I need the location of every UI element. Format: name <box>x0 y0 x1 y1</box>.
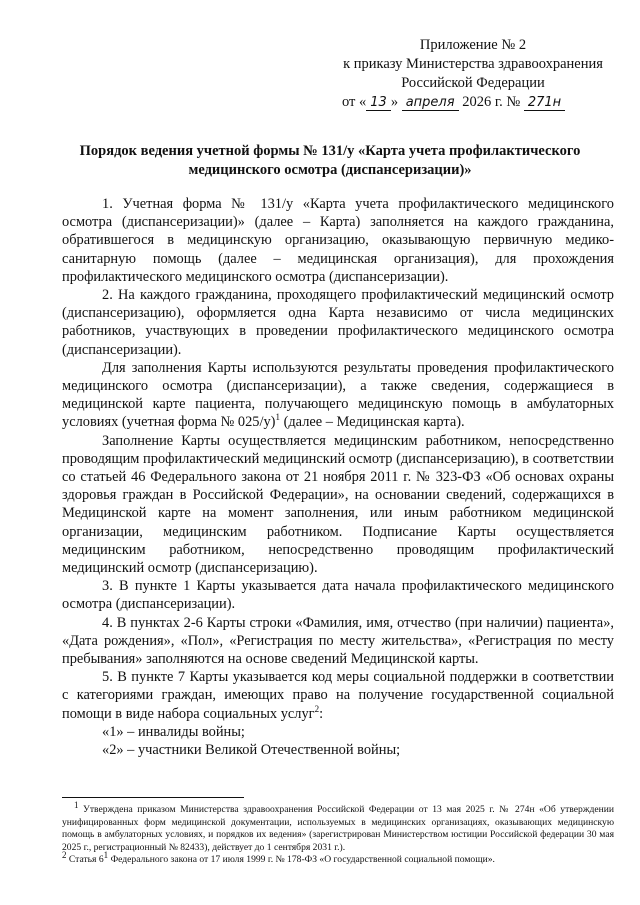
handwritten-order-number: 271н <box>524 95 565 111</box>
document-title <box>60 142 600 180</box>
footnotes <box>62 799 614 867</box>
footnote-2-mark: 2 <box>62 850 67 861</box>
paragraph-1: 1. Учетная форма № 131/у «Карта учета профилактического медицинского осмотра (диспансеризации)» (далее – Карта) заполняется на каждого гражданина, обратившегося в медицинскую организацию, оказывающую первичную медико-санитарную помощь (далее – медицинская организация), для прохождения профилактического медицинского осмотра (диспансеризации). <box>62 196 614 285</box>
list-item-1: «1» – инвалиды войны; <box>102 723 245 740</box>
appendix-header <box>328 36 618 112</box>
paragraph-3 <box>62 359 614 432</box>
paragraph-7-text: 5. В пункте 7 Карты указывается код меры социальной поддержки в соответствии с категориями граждан, имеющих право на получение государственной социальной помощи в виде набора социальных услуг <box>62 669 614 722</box>
footnote-2-tail: Федерального закона от 17 июля 1999 г. № 178-ФЗ «О государственной социальной помощи». <box>108 854 495 866</box>
title-line-2: медицинского осмотра (диспансеризации)» <box>188 162 472 178</box>
order-date-line <box>328 93 618 112</box>
list-item-2: «2» – участники Великой Отечественной войны; <box>102 742 401 759</box>
footnote-1-text: Утверждена приказом Министерства здравоохранения Российской Федерации от 13 мая 2025 г. № 274н «Об утверждении унифицированных форм медицинской документации, используемых в медицинских организациях, оказывающих медицинскую помощь в амбулаторных условиях, и порядков их ведения» (зарегистрирован Министерством юстиции Российской федерации 30 мая 2025 г., регистрационный № 82433), действует до 1 сентября 2031 г.). <box>62 804 614 853</box>
footnote-divider <box>62 797 244 798</box>
paragraph-3-text: Для заполнения Карты используются результаты проведения профилактического медицинского осмотра (диспансеризации), а также сведения, содержащиеся в медицинской карте пациента, получающего медицинскую помощь в амбулаторных условиях (учетная форма № 025/у) <box>62 359 614 431</box>
footnote-ref-1: 1 <box>275 412 280 423</box>
footnote-1-mark: 1 <box>74 799 79 810</box>
footnote-1 <box>62 799 614 854</box>
date-prefix: от « <box>342 94 367 110</box>
federation-name: Российской Федерации <box>401 75 545 91</box>
footnote-2-sup: 1 <box>103 850 109 861</box>
paragraph-2: 2. На каждого гражданина, проходящего профилактический медицинский осмотр (диспансеризацию), оформляется одна Карта независимо от числа медицинских работников, участвующих в проведении профилактического медицинского осмотра (диспансеризации). <box>62 287 614 358</box>
appendix-number: Приложение № 2 <box>419 37 527 53</box>
paragraph-3-tail: (далее – Медицинская карта). <box>279 414 465 431</box>
date-mid: » <box>390 94 399 110</box>
year-text: 2026 г. № <box>462 94 521 110</box>
footnote-2 <box>62 850 614 867</box>
paragraph-5: 3. В пункте 1 Карты указывается дата начала профилактического медицинского осмотра (диспансеризации). <box>62 578 614 613</box>
paragraph-6: 4. В пунктах 2-6 Карты строки «Фамилия, имя, отчество (при наличии) пациента», «Дата рождения», «Пол», «Регистрация по месту жительства», «Регистрация по месту пребывания» заполняются на основе сведений Медицинской карты. <box>62 614 614 668</box>
paragraph-7-tail: : <box>319 705 324 722</box>
order-reference: к приказу Министерства здравоохранения <box>343 56 603 72</box>
handwritten-day: 13 <box>366 95 391 111</box>
footnote-ref-2: 2 <box>314 703 320 714</box>
handwritten-month: апреля <box>402 95 459 111</box>
footnote-2-text: Статья 6 <box>66 854 104 866</box>
document-body <box>62 195 614 759</box>
paragraph-4: Заполнение Карты осуществляется медицинским работником, непосредственно проводящим профилактический медицинский осмотр (диспансеризацию), в соответствии со статьей 46 Федерального закона от 21 ноября 2011 г. № 323-ФЗ «Об основах охраны здоровья граждан в Российской Федерации», на основании сведений, содержащихся в Медицинской карте на момент заполнения, или иным работником медицинской организации, медицинским работником. Подписание Карты осуществляется медицинским работником, непосредственно проводящим профилактический медицинский осмотр (диспансеризацию). <box>62 432 614 577</box>
paragraph-7 <box>62 668 614 723</box>
title-line-1: Порядок ведения учетной формы № 131/у «Карта учета профилактического <box>79 143 581 159</box>
